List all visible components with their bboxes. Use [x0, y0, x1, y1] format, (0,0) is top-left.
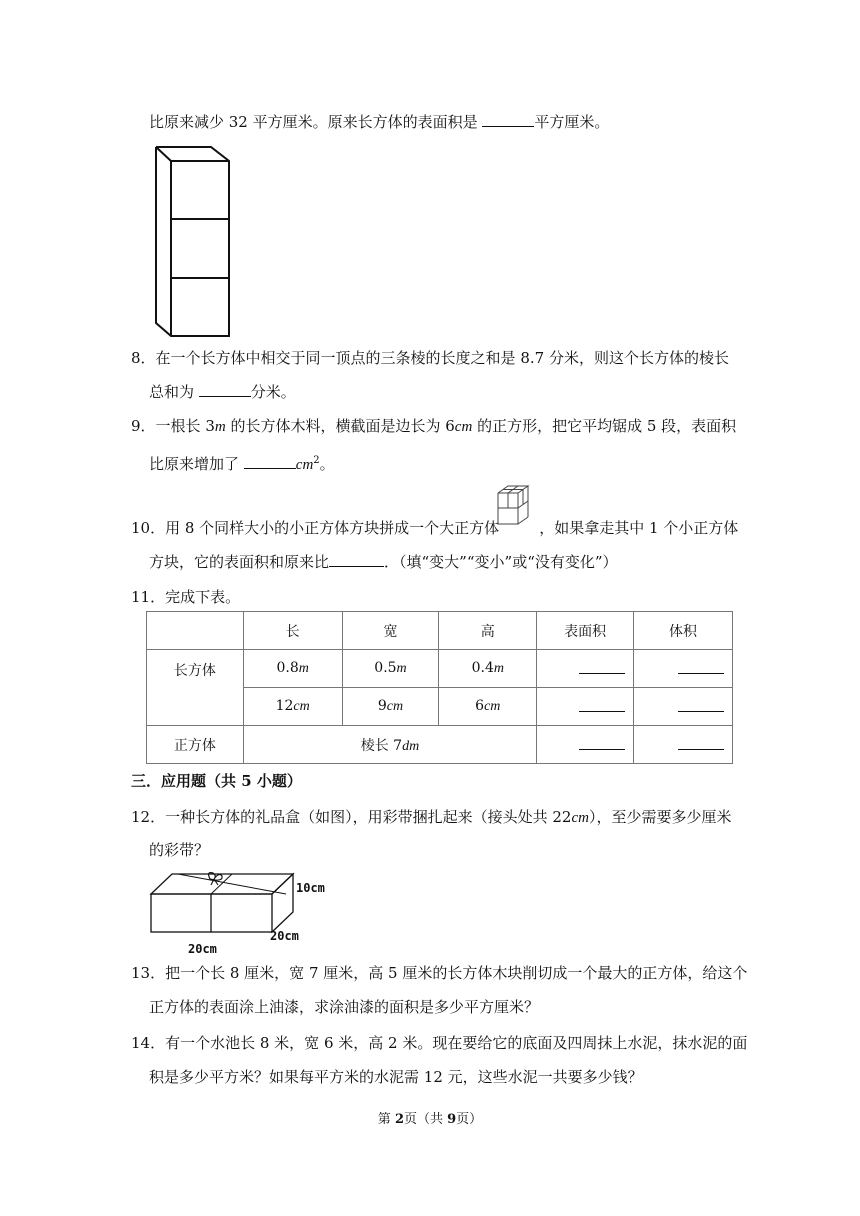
- q13-line2: 正方体的表面涂上油漆，求涂油漆的面积是多少平方厘米？: [149, 998, 540, 1016]
- section-title: 三．应用题（共 5 小题）: [131, 772, 302, 790]
- q8-text: 在一个长方体中相交于同一顶点的三条棱的长度之和是 8.7 分米，则这个长方体的棱长: [155, 349, 729, 367]
- row1-unit: m: [493, 661, 504, 676]
- q10-text-a: 用 8 个同样大小的小正方体方块拼成一个大正方体: [165, 519, 500, 537]
- stacked-cubes-figure: [150, 143, 232, 341]
- q7-answer-blank[interactable]: [482, 111, 534, 127]
- q9-unit-cm: cm: [454, 419, 473, 435]
- q9-answer-unit: cm: [295, 457, 314, 473]
- q12-text-a: 一种长方体的礼品盒（如图），用彩带捆扎起来（接头处共 22: [165, 808, 572, 826]
- q9-number: 9．: [131, 417, 156, 435]
- q14-text: 有一个水池长 8 米，宽 6 米，高 2 米。现在要给它的底面及四周抹上水泥，抹水泥的面: [165, 1034, 748, 1052]
- q10-number: 10．: [131, 519, 166, 537]
- q9-text-c: 的正方形，把它平均锯成 5 段，表面积: [472, 417, 737, 435]
- q7-tail-after: 平方厘米。: [534, 113, 610, 131]
- q9-end: 。: [319, 455, 335, 473]
- cube-label: 正方体: [147, 726, 244, 764]
- q11-line: [131, 587, 240, 607]
- row2-length: 12: [275, 698, 294, 714]
- q8-line2-after: 分米。: [250, 383, 296, 401]
- table-cell: [342, 650, 439, 688]
- q7-tail-text: 比原来减少 32 平方厘米。原来长方体的表面积是: [149, 113, 478, 131]
- table-cell: [342, 688, 439, 726]
- q9-line2-before: 比原来增加了: [149, 455, 240, 473]
- q11-table: [146, 611, 733, 764]
- box-height-label: 10cm: [296, 881, 325, 895]
- table-header-cell: 体积: [634, 612, 733, 650]
- q14-number: 14．: [131, 1034, 166, 1052]
- q8-line1: [131, 348, 729, 368]
- row1-unit: m: [298, 661, 309, 676]
- q8-number: 8．: [131, 349, 156, 367]
- table-cell: [634, 688, 733, 726]
- surface-area-blank[interactable]: [579, 697, 625, 712]
- surface-area-blank[interactable]: [579, 659, 625, 674]
- table-header-cell: 高: [439, 612, 537, 650]
- row1-width: 0.5: [374, 660, 397, 676]
- table-cell: [243, 688, 342, 726]
- q13-text: 把一个长 8 厘米，宽 7 厘米，高 5 厘米的长方体木块削切成一个最大的正方体，给这个: [165, 964, 748, 982]
- gift-box-figure: [148, 868, 340, 956]
- row2-height: 6: [475, 698, 485, 714]
- table-header-cell: 表面积: [537, 612, 634, 650]
- q13-line1: [131, 963, 747, 983]
- table-cell: [634, 726, 733, 764]
- q10-line2-b: ．（填“变大”“变小”或“没有变化”）: [384, 553, 618, 571]
- surface-area-blank[interactable]: [579, 735, 625, 750]
- table-cell: [439, 688, 537, 726]
- row1-height: 0.4: [471, 660, 494, 676]
- cube-blocks-icon: [494, 484, 532, 532]
- cube-unit: dm: [402, 738, 420, 754]
- footer-post: 页）: [456, 1112, 483, 1127]
- table-header-cell: 宽: [342, 612, 439, 650]
- q12-line2: 的彩带？: [149, 841, 210, 859]
- table-cell: [537, 650, 634, 688]
- footer-pre: 第: [377, 1112, 395, 1127]
- volume-blank[interactable]: [678, 735, 724, 750]
- q10-answer-blank[interactable]: [329, 551, 384, 567]
- table-row: [147, 650, 733, 688]
- box-length-label: 20cm: [188, 942, 217, 956]
- q11-number: 11．: [131, 588, 166, 606]
- q9-text-b: 的长方体木料，横截面是边长为 6: [225, 417, 455, 435]
- q10-text-b: ，如果拿走其中 1 个小正方体: [539, 519, 739, 537]
- table-cell: [634, 650, 733, 688]
- q14-line1: [131, 1033, 747, 1053]
- table-row: [147, 726, 733, 764]
- table-cell: [537, 688, 634, 726]
- table-cell: [439, 650, 537, 688]
- volume-blank[interactable]: [678, 697, 724, 712]
- cuboid-label: 长方体: [147, 650, 244, 726]
- q10-line1: [131, 518, 738, 538]
- row2-width: 9: [377, 698, 387, 714]
- q12-unit-cm: cm: [571, 810, 589, 826]
- row2-unit: cm: [386, 699, 404, 714]
- footer-mid: 页（共: [403, 1112, 448, 1127]
- q12-number: 12．: [131, 808, 166, 826]
- q9-unit-superscript: 2: [313, 455, 320, 466]
- footer-total-pages: 9: [447, 1112, 457, 1127]
- table-header-cell: [147, 612, 244, 650]
- q12-text-b: ），至少需要多少厘米: [588, 808, 732, 826]
- q8-answer-blank[interactable]: [199, 381, 251, 397]
- row1-length: 0.8: [276, 660, 299, 676]
- q8-line2: [149, 381, 296, 402]
- q9-unit-m: m: [214, 419, 226, 435]
- q13-number: 13．: [131, 964, 166, 982]
- row2-unit: cm: [484, 699, 501, 714]
- volume-blank[interactable]: [678, 659, 724, 674]
- q12-line1: [131, 807, 731, 828]
- box-width-label: 20cm: [270, 929, 299, 943]
- q9-line2: [149, 451, 335, 475]
- q8-line2-before: 总和为: [149, 383, 195, 401]
- q9-text-a: 一根长 3: [155, 417, 215, 435]
- q9-answer-blank[interactable]: [244, 453, 296, 469]
- row2-unit: cm: [293, 699, 310, 714]
- table-header-row: [147, 612, 733, 650]
- page-footer: [0, 1110, 860, 1130]
- q7-tail-line: [149, 111, 609, 132]
- table-header-cell: 长: [243, 612, 342, 650]
- table-cell: [243, 650, 342, 688]
- q10-line2: [149, 551, 618, 572]
- footer-page-number: 2: [394, 1112, 404, 1127]
- table-cell: [537, 726, 634, 764]
- q9-line1: [131, 416, 736, 437]
- q10-line2-a: 方块，它的表面积和原来比: [149, 553, 330, 571]
- q11-text: 完成下表。: [165, 588, 241, 606]
- q14-line2: 积是多少平方米？如果每平方米的水泥需 12 元，这些水泥一共要多少钱？: [149, 1068, 643, 1086]
- cube-edge: 棱长 7: [360, 737, 403, 754]
- table-cell: [243, 726, 536, 764]
- row1-unit: m: [396, 661, 407, 676]
